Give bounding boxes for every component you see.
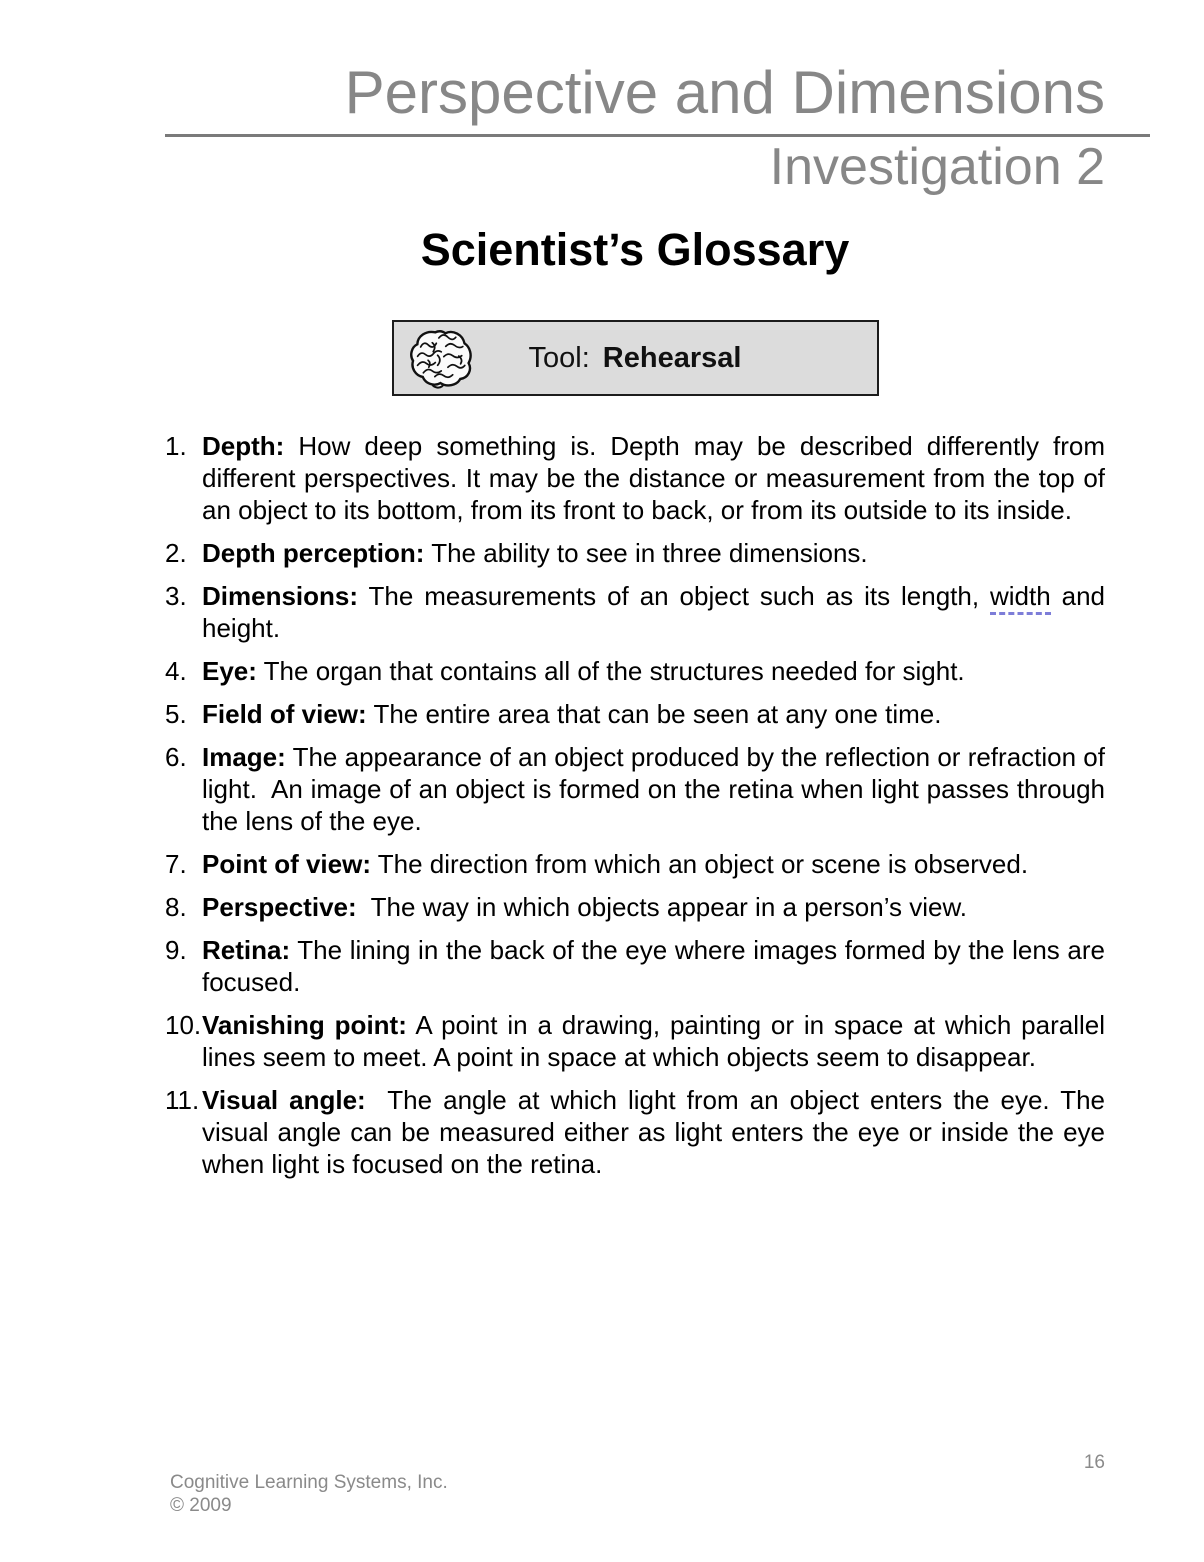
underlined-word: width: [990, 581, 1051, 615]
item-definition: [202, 934, 1105, 998]
glossary-item: [165, 891, 1105, 923]
item-number: 6.: [165, 742, 187, 773]
item-definition: [202, 580, 1105, 644]
tool-name: Rehearsal: [602, 341, 742, 374]
term-label: Depth perception:: [202, 538, 425, 569]
definition-text: The appearance of an object produced by the reflection or refraction of light. An image of an object is formed on the retina when light passes through the lens of the eye.: [202, 742, 1105, 837]
item-definition: [202, 430, 1105, 526]
document-subtitle: Investigation 2: [769, 138, 1105, 196]
footer-company: [170, 1471, 448, 1517]
item-definition: [202, 891, 1105, 923]
item-number: 11.: [165, 1085, 200, 1116]
definition-text: The way in which objects appear in a person’s view.: [356, 892, 968, 923]
item-number: 3.: [165, 581, 187, 612]
definition-text: The organ that contains all of the structures needed for sight.: [256, 656, 965, 687]
document-title: Perspective and Dimensions: [344, 59, 1105, 126]
term-label: Dimensions:: [202, 581, 359, 612]
item-number: 10.: [165, 1010, 202, 1041]
glossary-item: [165, 430, 1105, 526]
term-label: Field of view:: [202, 699, 367, 730]
tool-label: [394, 322, 877, 394]
item-number: 1.: [165, 431, 187, 462]
glossary-item: [165, 1009, 1105, 1073]
section-heading: Scientist’s Glossary: [420, 224, 850, 276]
item-definition: [202, 1084, 1105, 1180]
glossary-list: [165, 430, 1105, 1180]
term-label: Perspective:: [202, 892, 357, 923]
definition-text: How deep something is. Depth may be described differently from different perspectives. It may be the distance or measurement from the top of an object to its bottom, from its front to back, or from its outside to its inside.: [202, 431, 1105, 526]
glossary-item: [165, 848, 1105, 880]
definition-text: The entire area that can be seen at any one time.: [366, 699, 942, 730]
term-label: Vanishing point:: [202, 1010, 407, 1041]
definition-text: and height.: [202, 581, 1106, 644]
term-label: Retina:: [202, 935, 291, 966]
title-divider: [165, 134, 1150, 137]
definition-text: A point in a drawing, painting or in space at which parallel lines seem to meet. A point in space at which objects seem to disappear.: [202, 1010, 1105, 1073]
glossary-item: [165, 698, 1105, 730]
item-definition: [202, 537, 1105, 569]
definition-text: The angle at which light from an object enters the eye. The visual angle can be measured either as light enters the eye or inside the eye when light is focused on the retina.: [202, 1085, 1105, 1180]
term-label: Image:: [202, 742, 286, 773]
item-number: 8.: [165, 892, 187, 923]
glossary-item: [165, 655, 1105, 687]
item-number: 2.: [165, 538, 187, 569]
glossary-item: [165, 580, 1105, 644]
page-number: 16: [1083, 1452, 1105, 1473]
term-label: Point of view:: [202, 849, 371, 880]
item-definition: [202, 655, 1105, 687]
footer-company-name: Cognitive Learning Systems, Inc.: [170, 1472, 448, 1493]
glossary-item: [165, 537, 1105, 569]
term-label: Depth:: [202, 431, 285, 462]
glossary-item: [165, 741, 1105, 837]
item-definition: [202, 698, 1105, 730]
definition-text: The direction from which an object or scene is observed.: [371, 849, 1029, 880]
item-number: 9.: [165, 935, 187, 966]
term-label: Eye:: [202, 656, 257, 687]
footer-copyright: © 2009: [170, 1495, 232, 1516]
item-number: 4.: [165, 656, 187, 687]
tool-label-prefix: Tool:: [528, 341, 590, 374]
glossary-item: [165, 934, 1105, 998]
tool-box: [392, 320, 879, 396]
item-number: 7.: [165, 849, 187, 880]
item-definition: [202, 741, 1105, 837]
definition-text: The ability to see in three dimensions.: [424, 538, 868, 569]
definition-text: The lining in the back of the eye where images formed by the lens are focused.: [202, 935, 1105, 998]
definition-text: The measurements of an object such as its length,: [358, 581, 990, 612]
item-definition: [202, 848, 1105, 880]
page-header: [165, 58, 1105, 196]
item-number: 5.: [165, 699, 187, 730]
term-label: Visual angle:: [202, 1085, 366, 1116]
glossary-item: [165, 1084, 1105, 1180]
item-definition: [202, 1009, 1105, 1073]
